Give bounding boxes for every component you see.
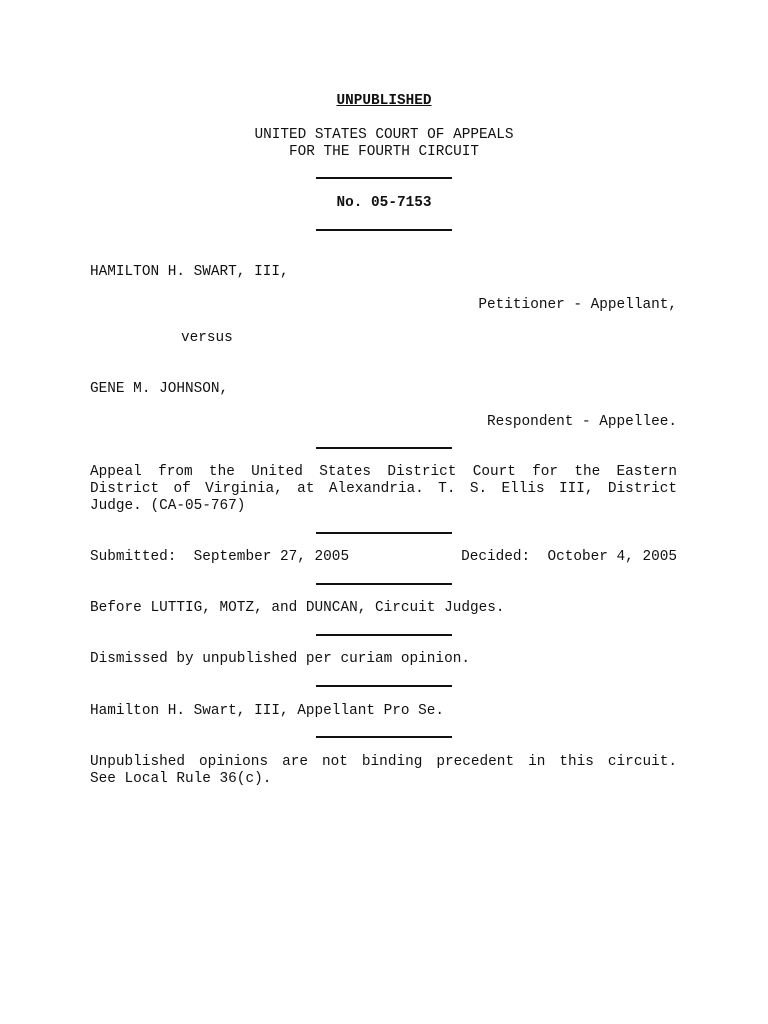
appeal-line3: Judge. (CA-05-767) (90, 498, 246, 514)
petitioner-role: Petitioner - Appellant, (478, 297, 677, 313)
petitioner-name: HAMILTON H. SWART, III, (90, 264, 289, 280)
appeal-paragraph (90, 464, 677, 515)
divider-rule (316, 583, 452, 585)
court-name-line2: FOR THE FOURTH CIRCUIT (289, 144, 479, 160)
appeal-line1: Appeal from the United States District Court for the Eastern (90, 464, 677, 480)
divider-rule (316, 634, 452, 636)
divider-rule (316, 229, 452, 231)
divider-rule (316, 177, 452, 179)
respondent-role: Respondent - Appellee. (487, 414, 677, 430)
precedent-notice (90, 754, 677, 788)
panel-judges: Before LUTTIG, MOTZ, and DUNCAN, Circuit Judges. (90, 600, 505, 616)
decided-date: Decided: October 4, 2005 (461, 549, 677, 565)
notice-line1: Unpublished opinions are not binding precedent in this circuit. (90, 754, 677, 770)
divider-rule (316, 736, 452, 738)
disposition: Dismissed by unpublished per curiam opinion. (90, 651, 470, 667)
submitted-date: Submitted: September 27, 2005 (90, 549, 350, 565)
unpublished-heading: UNPUBLISHED (336, 93, 432, 109)
case-number: No. 05-7153 (336, 195, 432, 211)
notice-line2: See Local Rule 36(c). (90, 771, 272, 787)
respondent-name: GENE M. JOHNSON, (90, 381, 229, 397)
appeal-line2: District of Virginia, at Alexandria. T. S. Ellis III, District (90, 481, 677, 497)
court-name-line1: UNITED STATES COURT OF APPEALS (254, 127, 514, 143)
counsel-line: Hamilton H. Swart, III, Appellant Pro Se. (90, 703, 445, 719)
divider-rule (316, 532, 452, 534)
divider-rule (316, 685, 452, 687)
versus-label: versus (181, 330, 233, 346)
divider-rule (316, 447, 452, 449)
